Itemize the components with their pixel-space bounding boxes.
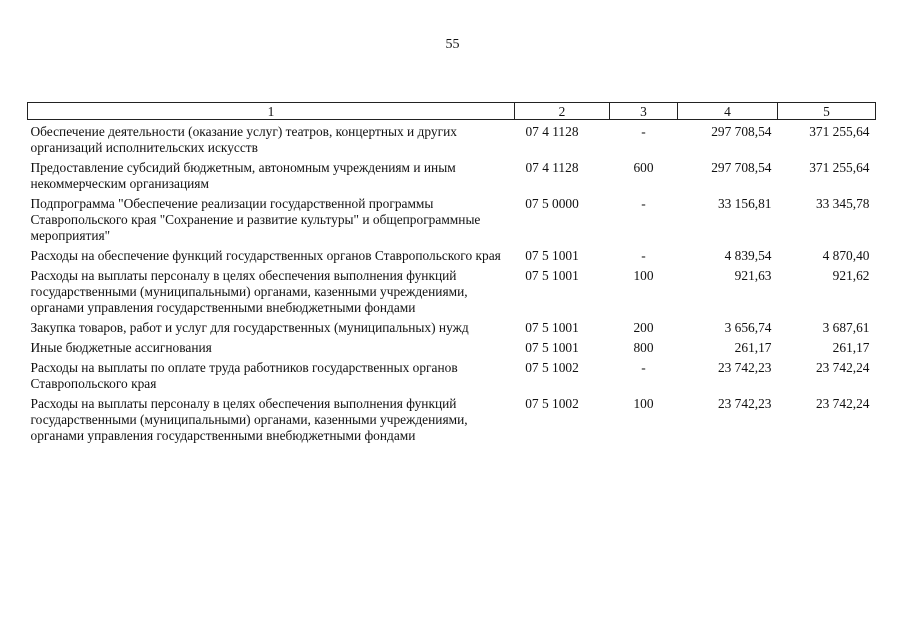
table-row [28,268,876,320]
row-name: Обеспечение деятельности (оказание услуг) театров, концертных и других организаций исполнительских искусств [30,124,457,155]
row-expense-type: - [641,124,646,139]
table-row [28,160,876,196]
page-number: 55 [445,37,460,52]
row-amount-col5: 4 870,40 [822,248,870,263]
table-row [28,320,876,340]
budget-table [27,102,876,448]
row-name: Предоставление субсидий бюджетным, автономным учреждениям и иным некоммерческим организациям [30,160,456,191]
row-amount-col4: 921,63 [734,268,772,283]
row-target-code: 07 5 1002 [525,396,579,411]
row-target-code: 07 4 1128 [525,124,579,139]
row-expense-type: 800 [633,340,654,355]
row-expense-type: - [641,196,646,211]
table-body [28,120,876,449]
row-amount-col5: 23 742,24 [815,360,870,375]
row-amount-col4: 23 742,23 [717,396,772,411]
row-amount-col5: 371 255,64 [809,124,870,139]
row-target-code: 07 5 1001 [525,248,579,263]
row-amount-col4: 4 839,54 [724,248,772,263]
row-expense-type: 100 [633,268,654,283]
header-col-1: 1 [28,103,515,120]
row-amount-col4: 3 656,74 [724,320,772,335]
row-target-code: 07 4 1128 [525,160,579,175]
row-name: Расходы на выплаты по оплате труда работников государственных органов Ставропольского края [30,360,458,391]
table-row [28,360,876,396]
row-amount-col5: 33 345,78 [815,196,870,211]
row-expense-type: 200 [633,320,654,335]
row-amount-col5: 921,62 [832,268,870,283]
row-amount-col4: 261,17 [734,340,772,355]
header-row [28,103,876,120]
table-row [28,196,876,248]
row-amount-col4: 23 742,23 [717,360,772,375]
row-amount-col5: 3 687,61 [822,320,870,335]
table-header [28,103,876,120]
row-amount-col5: 23 742,24 [815,396,870,411]
row-target-code: 07 5 1001 [525,320,579,335]
row-expense-type: 100 [633,396,654,411]
header-col-5: 5 [778,103,876,120]
row-expense-type: - [641,248,646,263]
header-col-3: 3 [610,103,678,120]
row-target-code: 07 5 1002 [525,360,579,375]
row-name: Расходы на выплаты персоналу в целях обеспечения выполнения функций государственными (муниципальными) органами, казенными учреждениями, органами управления государственными внебюджетными фондами [30,396,468,443]
row-name: Подпрограмма "Обеспечение реализации государственной программы Ставропольского края "Сохранение и развитие культуры" и общепрограммные мероприятия" [30,196,481,243]
table-row [28,120,876,161]
row-name: Иные бюджетные ассигнования [30,340,212,355]
row-target-code: 07 5 1001 [525,268,579,283]
row-target-code: 07 5 0000 [525,196,579,211]
row-expense-type: 600 [633,160,654,175]
row-name: Расходы на обеспечение функций государственных органов Ставропольского края [30,248,501,263]
row-name: Расходы на выплаты персоналу в целях обеспечения выполнения функций государственными (муниципальными) органами, казенными учреждениями, органами управления государственными внебюджетными фондами [30,268,468,315]
row-amount-col5: 371 255,64 [809,160,870,175]
table-row [28,248,876,268]
table-row [28,340,876,360]
row-amount-col4: 297 708,54 [711,160,772,175]
row-amount-col4: 33 156,81 [717,196,772,211]
row-name: Закупка товаров, работ и услуг для государственных (муниципальных) нужд [30,320,469,335]
row-amount-col5: 261,17 [832,340,870,355]
header-col-4: 4 [678,103,778,120]
row-amount-col4: 297 708,54 [711,124,772,139]
row-target-code: 07 5 1001 [525,340,579,355]
header-col-2: 2 [515,103,610,120]
row-expense-type: - [641,360,646,375]
table-row [28,396,876,448]
